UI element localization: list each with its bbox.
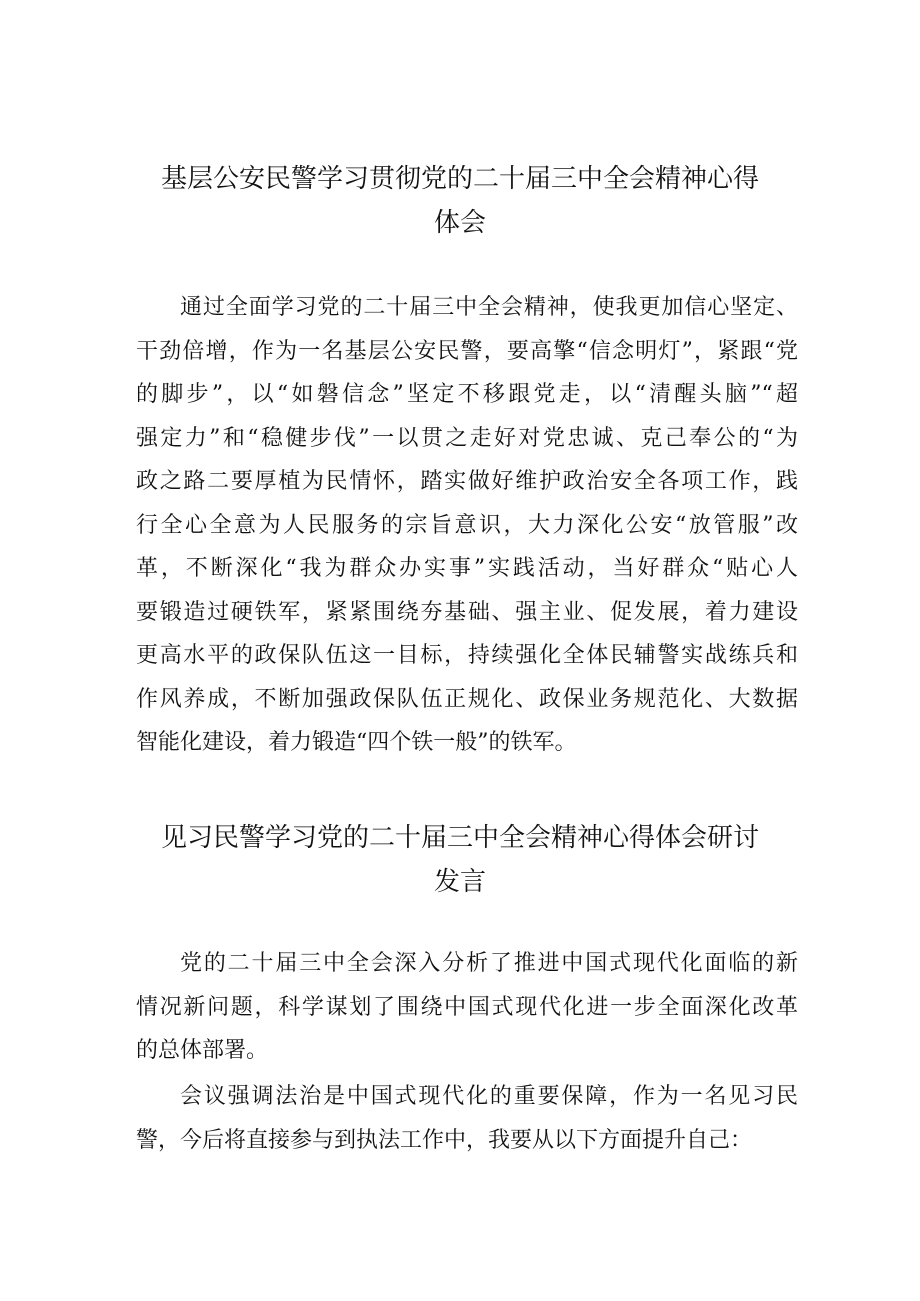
paragraph-line: 政之路二要厚植为民情怀，踏实做好维护政治安全各项工作，践 bbox=[136, 469, 798, 494]
section2-title-line: 发言 bbox=[433, 867, 486, 897]
section1-title bbox=[0, 157, 920, 245]
paragraph-line: 革，不断深化“我为群众办实事”实践活动，当好群众“贴心人 bbox=[136, 556, 798, 581]
section2-paragraph-2 bbox=[136, 1075, 798, 1162]
paragraph-line: 作风养成，不断加强政保队伍正规化、政保业务规范化、大数据 bbox=[136, 686, 798, 712]
section2-paragraph-1 bbox=[136, 942, 798, 1073]
paragraph-line: 通过全面学习党的二十届三中全会精神，使我更加信心坚定、 bbox=[180, 295, 798, 320]
paragraph-line: 党的二十届三中全会深入分析了推进中国式现代化面临的新 bbox=[180, 951, 798, 976]
paragraph-line: 的脚步”，以“如磐信念”坚定不移跟党走，以“清醒头脑”“超 bbox=[136, 382, 798, 407]
section2-title bbox=[0, 816, 920, 904]
paragraph-line: 更高水平的政保队伍这一目标，持续强化全体民辅警实战练兵和 bbox=[136, 643, 798, 668]
paragraph-line: 的总体部署。 bbox=[136, 1038, 269, 1063]
section1-title-line: 基层公安民警学习贯彻党的二十届三中全会精神心得 bbox=[160, 164, 759, 194]
paragraph-line: 行全心全意为人民服务的宗旨意识，大力深化公安“放管服”改 bbox=[136, 512, 798, 538]
paragraph-line: 智能化建设，着力锻造“四个铁一般”的铁军。 bbox=[136, 730, 577, 755]
paragraph-line: 警，今后将直接参与到执法工作中，我要从以下方面提升自己： bbox=[136, 1127, 753, 1153]
section1-paragraph bbox=[136, 286, 798, 765]
paragraph-line: 情况新问题，科学谋划了围绕中国式现代化进一步全面深化改革 bbox=[136, 994, 798, 1020]
section2-title-line: 见习民警学习党的二十届三中全会精神心得体会研讨 bbox=[160, 823, 759, 853]
paragraph-line: 干劲倍增，作为一名基层公安民警，要高擎“信念明灯”，紧跟“党 bbox=[136, 338, 798, 364]
section1-title-line: 体会 bbox=[433, 208, 486, 238]
paragraph-line: 会议强调法治是中国式现代化的重要保障，作为一名见习民 bbox=[180, 1084, 798, 1109]
paragraph-line: 强定力”和“稳健步伐”一以贯之走好对党忠诚、克己奉公的“为 bbox=[136, 425, 798, 451]
paragraph-line: 要锻造过硬铁军，紧紧围绕夯基础、强主业、促发展，着力建设 bbox=[136, 599, 798, 625]
